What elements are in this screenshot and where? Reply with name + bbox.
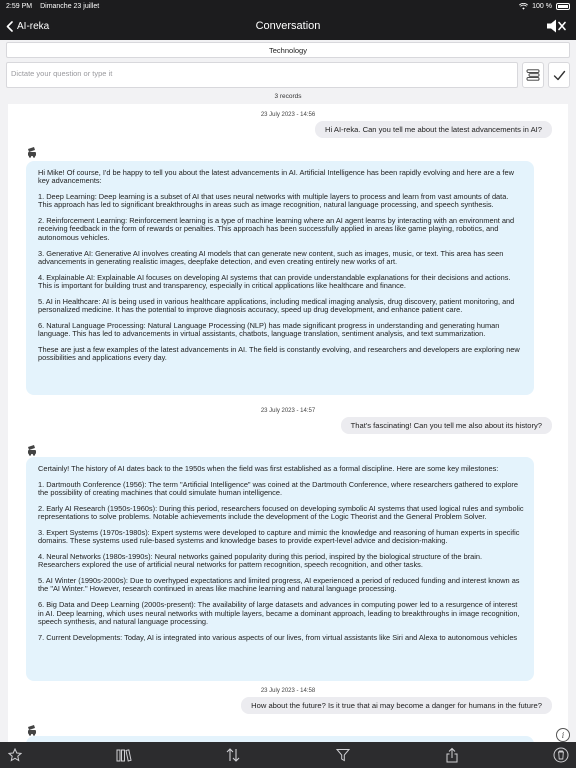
favorite-button[interactable] bbox=[6, 746, 24, 764]
chevron-left-icon bbox=[6, 21, 13, 32]
bottom-toolbar bbox=[0, 742, 576, 768]
list-button[interactable] bbox=[522, 62, 544, 88]
answer-paragraph: 6. Natural Language Processing: Natural Language Processing (NLP) has made significant progress in understanding and generating human language. This has led to advancements in virtual assistants, chatbots, language translation, sentiment analysis, and text summarization. bbox=[38, 320, 500, 339]
user-question-bubble[interactable]: How about the future? Is it true that ai may become a danger for humans in the future? bbox=[241, 697, 552, 714]
filter-button[interactable] bbox=[334, 746, 352, 764]
back-label: AI-reka bbox=[17, 20, 50, 32]
sort-button[interactable] bbox=[224, 746, 242, 764]
conversation-list[interactable] bbox=[8, 104, 568, 742]
answer-paragraph: 7. Current Developments: Today, AI is integrated into various aspects of our lives, from virtual assistants like Siri and Alexa to autonomous vehicles bbox=[38, 632, 518, 642]
status-time: 2:59 PM bbox=[6, 2, 33, 10]
page-title: Conversation bbox=[255, 20, 321, 32]
share-button[interactable] bbox=[443, 746, 461, 764]
trash-icon bbox=[553, 747, 569, 763]
message-timestamp: 23 July 2023 - 14:58 bbox=[260, 688, 316, 694]
back-button[interactable] bbox=[6, 12, 49, 40]
records-count: 3 records bbox=[274, 93, 302, 100]
battery-percent: 100 % bbox=[532, 2, 552, 10]
answer-paragraph: 5. AI Winter (1990s-2000s): Due to overhyped expectations and limited progress, AI experienced a period of reduced funding and interest known as the "AI Winter." However, research continued in areas like machine learning and natural language processing. bbox=[38, 576, 520, 594]
speaker-mute-icon[interactable] bbox=[546, 18, 566, 34]
answer-paragraph: 3. Generative AI: Generative AI involves creating AI models that can generate new content, such as images, music, or text. This area has seen advancements in generating realistic images, deepfake detection, and even creating entirely new works of art. bbox=[38, 248, 504, 266]
answer-paragraph: 4. Neural Networks (1980s-1990s): Neural networks gained popularity during this period, inspired by the biological structure of the brain. Researchers explored the use of artificial neural networks for pattern recognition, speech recognition, and other tasks. bbox=[38, 552, 483, 570]
robot-icon bbox=[26, 146, 38, 158]
wifi-icon bbox=[519, 3, 528, 10]
bot-answer-bubble[interactable] bbox=[26, 161, 534, 395]
message-timestamp: 23 July 2023 - 14:57 bbox=[260, 408, 316, 414]
sort-icon bbox=[225, 747, 241, 763]
info-icon[interactable]: i bbox=[556, 728, 570, 742]
user-question-bubble[interactable]: Hi AI-reka. Can you tell me about the latest advancements in AI? bbox=[315, 121, 552, 138]
user-question-bubble[interactable]: That's fascinating! Can you tell me also about its history? bbox=[341, 417, 552, 434]
question-input-box[interactable] bbox=[6, 62, 518, 88]
answer-paragraph: 6. Big Data and Deep Learning (2000s-present): The availability of large datasets and advances in computing power led to a resurgence of interest in AI. Deep learning, which uses neural networks with multiple layers, became a dominant approach, leading to breakthroughs in image recognition, speech synthesis, and natural language processing. bbox=[38, 600, 520, 626]
checkmark-icon bbox=[553, 70, 566, 81]
navigation-bar bbox=[0, 12, 576, 40]
share-icon bbox=[445, 747, 459, 763]
battery-icon bbox=[556, 3, 570, 10]
category-label: Technology bbox=[269, 45, 307, 55]
library-icon bbox=[116, 748, 132, 762]
question-input[interactable] bbox=[7, 67, 517, 81]
category-selector[interactable] bbox=[6, 42, 570, 58]
confirm-button[interactable] bbox=[548, 62, 570, 88]
answer-paragraph: 1. Dartmouth Conference (1956): The term "Artificial Intelligence" was coined at the Dartmouth Conference, where researchers gathered to explore the possibility of creating machines that could simulate human intelligence. bbox=[38, 479, 518, 498]
robot-icon bbox=[26, 724, 38, 736]
answer-paragraph: 4. Explainable AI: Explainable AI focuses on developing AI systems that can provide understandable explanations for their decisions and actions. This is important for building trust and transparency, especially in critical applications like healthcare and finance. bbox=[38, 272, 511, 290]
answer-paragraph: 2. Reinforcement Learning: Reinforcement learning is a type of machine learning where an AI agent learns by interacting with an environment and receiving feedback in the form of rewards or penalties. This approach has been successfully applied in areas like game playing, robotics, and autonomous vehicles. bbox=[38, 216, 515, 242]
answer-paragraph: 3. Expert Systems (1970s-1980s): Expert systems were developed to capture and mimic the knowledge and reasoning of human experts in specific domains. These systems used rule-based systems and knowledge bases to provide expert-level advice and decision-making. bbox=[38, 527, 520, 546]
list-icon bbox=[526, 69, 540, 81]
answer-paragraph: Certainly! The history of AI dates back to the 1950s when the field was first established as a formal discipline. Here are some key milestones: bbox=[38, 464, 499, 473]
bot-answer-bubble[interactable] bbox=[26, 457, 534, 681]
answer-paragraph: 5. AI in Healthcare: AI is being used in various healthcare applications, including medical imaging analysis, drug discovery, patient monitoring, and personalized medicine. It has the potential to improve diagnosis accuracy, speed up drug development, and enhance patient care. bbox=[38, 296, 515, 315]
answer-paragraph: 1. Deep Learning: Deep learning is a subset of AI that uses neural networks with multiple layers to process and learn from vast amounts of data. This approach has led to significant breakthroughs in areas such as image recognition, natural language processing, and speech synthesis. bbox=[38, 192, 509, 210]
star-icon bbox=[8, 748, 22, 762]
status-bar bbox=[0, 0, 576, 12]
filter-icon bbox=[336, 748, 350, 762]
delete-button[interactable] bbox=[552, 746, 570, 764]
answer-paragraph: These are just a few examples of the latest advancements in AI. The field is constantly evolving, and researchers and developers are exploring new possibilities and applications every day. bbox=[38, 344, 520, 363]
robot-icon bbox=[26, 444, 38, 456]
answer-paragraph: 2. Early AI Research (1950s-1960s): During this period, researchers focused on developing symbolic AI systems that used logical rules and symbolic representations to solve problems. Notable achievements include the development of the Logic Theorist and the General Problem Solver. bbox=[38, 503, 524, 522]
library-button[interactable] bbox=[115, 746, 133, 764]
answer-paragraph: Hi Mike! Of course, I'd be happy to tell you about the latest advancements in AI. Artificial Intelligence has been rapidly evolving and here are a few key advancements: bbox=[38, 168, 514, 186]
status-date: Dimanche 23 juillet bbox=[40, 2, 100, 10]
message-timestamp: 23 July 2023 - 14:56 bbox=[260, 112, 316, 118]
